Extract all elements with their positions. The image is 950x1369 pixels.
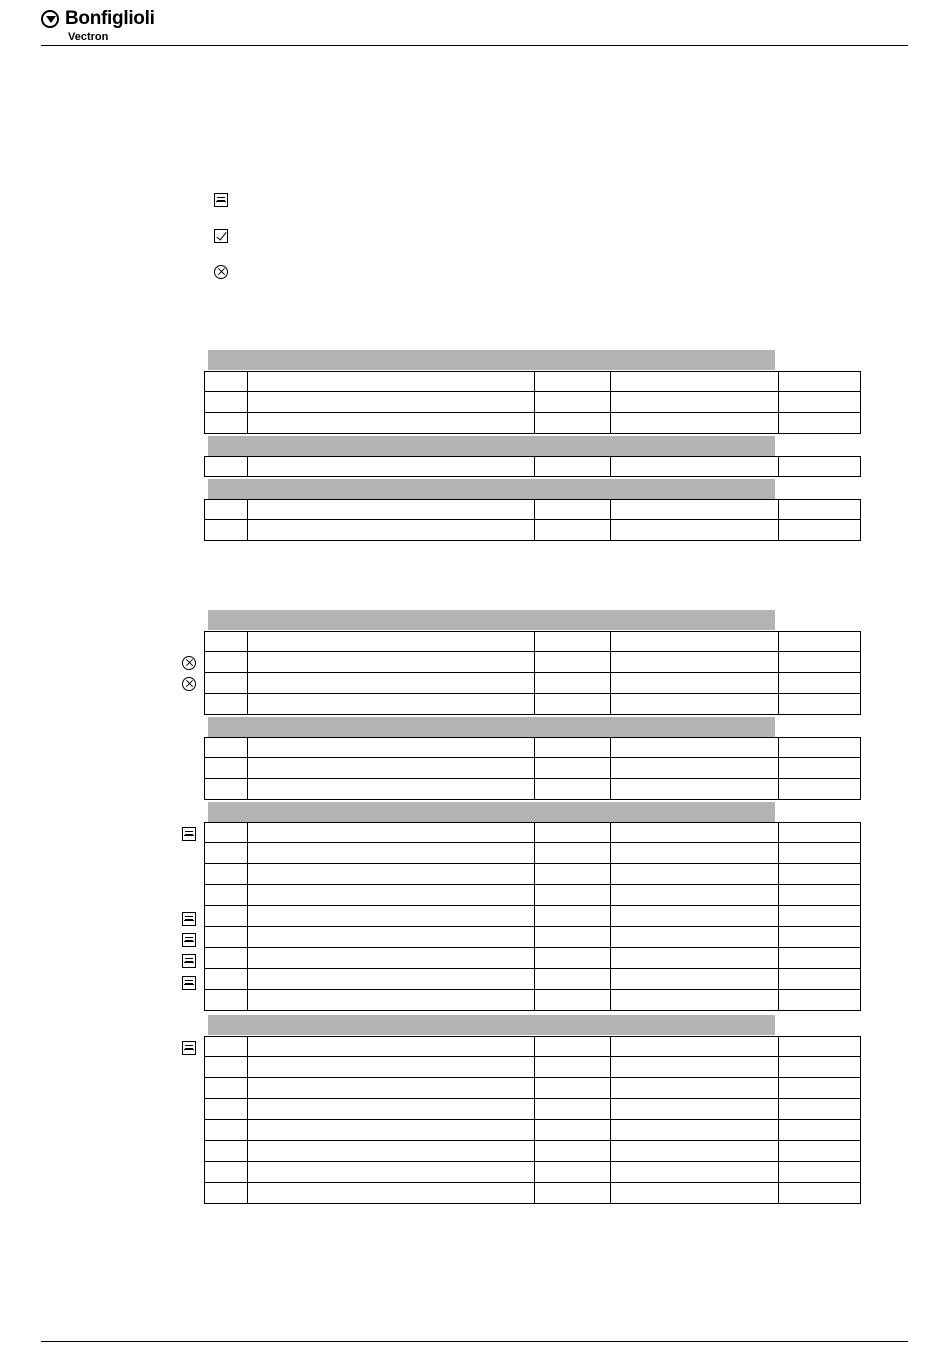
table-group-header <box>208 802 775 822</box>
table-row <box>204 1099 861 1120</box>
table-group-header <box>208 1015 775 1035</box>
table-row <box>204 927 861 948</box>
brand-logo <box>41 9 171 43</box>
table-row <box>204 371 861 392</box>
table-row <box>204 1183 861 1204</box>
table-row <box>204 392 861 413</box>
table-row <box>204 948 861 969</box>
table-row <box>204 969 861 990</box>
table-row <box>204 822 861 843</box>
document-icon <box>182 912 196 926</box>
table-row <box>204 520 861 541</box>
footer-divider <box>41 1341 908 1342</box>
table-row <box>204 1057 861 1078</box>
table-row <box>204 499 861 520</box>
check-icon <box>214 229 228 243</box>
brand-name: Bonfiglioli <box>65 8 155 29</box>
table-row <box>204 779 861 800</box>
table-row <box>204 456 861 477</box>
cross-circle-icon <box>182 677 196 691</box>
table-row <box>204 673 861 694</box>
table-row <box>204 864 861 885</box>
table-row <box>204 990 861 1011</box>
table-row <box>204 694 861 715</box>
document-icon <box>182 976 196 990</box>
table-group-header <box>208 479 775 499</box>
table-group-header <box>208 610 775 630</box>
cross-circle-icon <box>182 656 196 670</box>
header-divider <box>41 45 908 46</box>
table-group-header <box>208 436 775 456</box>
table-group-header <box>208 350 775 370</box>
table-row <box>204 885 861 906</box>
table-row <box>204 843 861 864</box>
cross-circle-icon <box>214 265 228 279</box>
table-row <box>204 652 861 673</box>
table-row <box>204 1120 861 1141</box>
document-icon <box>182 1041 196 1055</box>
bonfiglioli-logo-icon <box>41 10 59 28</box>
table-row <box>204 758 861 779</box>
table-row <box>204 413 861 434</box>
table-row <box>204 1141 861 1162</box>
table-row <box>204 1036 861 1057</box>
document-icon <box>182 827 196 841</box>
table-row <box>204 1078 861 1099</box>
document-icon <box>182 954 196 968</box>
table-row <box>204 737 861 758</box>
table-row <box>204 906 861 927</box>
table-row <box>204 631 861 652</box>
document-icon <box>182 933 196 947</box>
table-group-header <box>208 717 775 737</box>
document-icon <box>214 193 228 207</box>
table-row <box>204 1162 861 1183</box>
brand-subtitle: Vectron <box>68 31 109 43</box>
